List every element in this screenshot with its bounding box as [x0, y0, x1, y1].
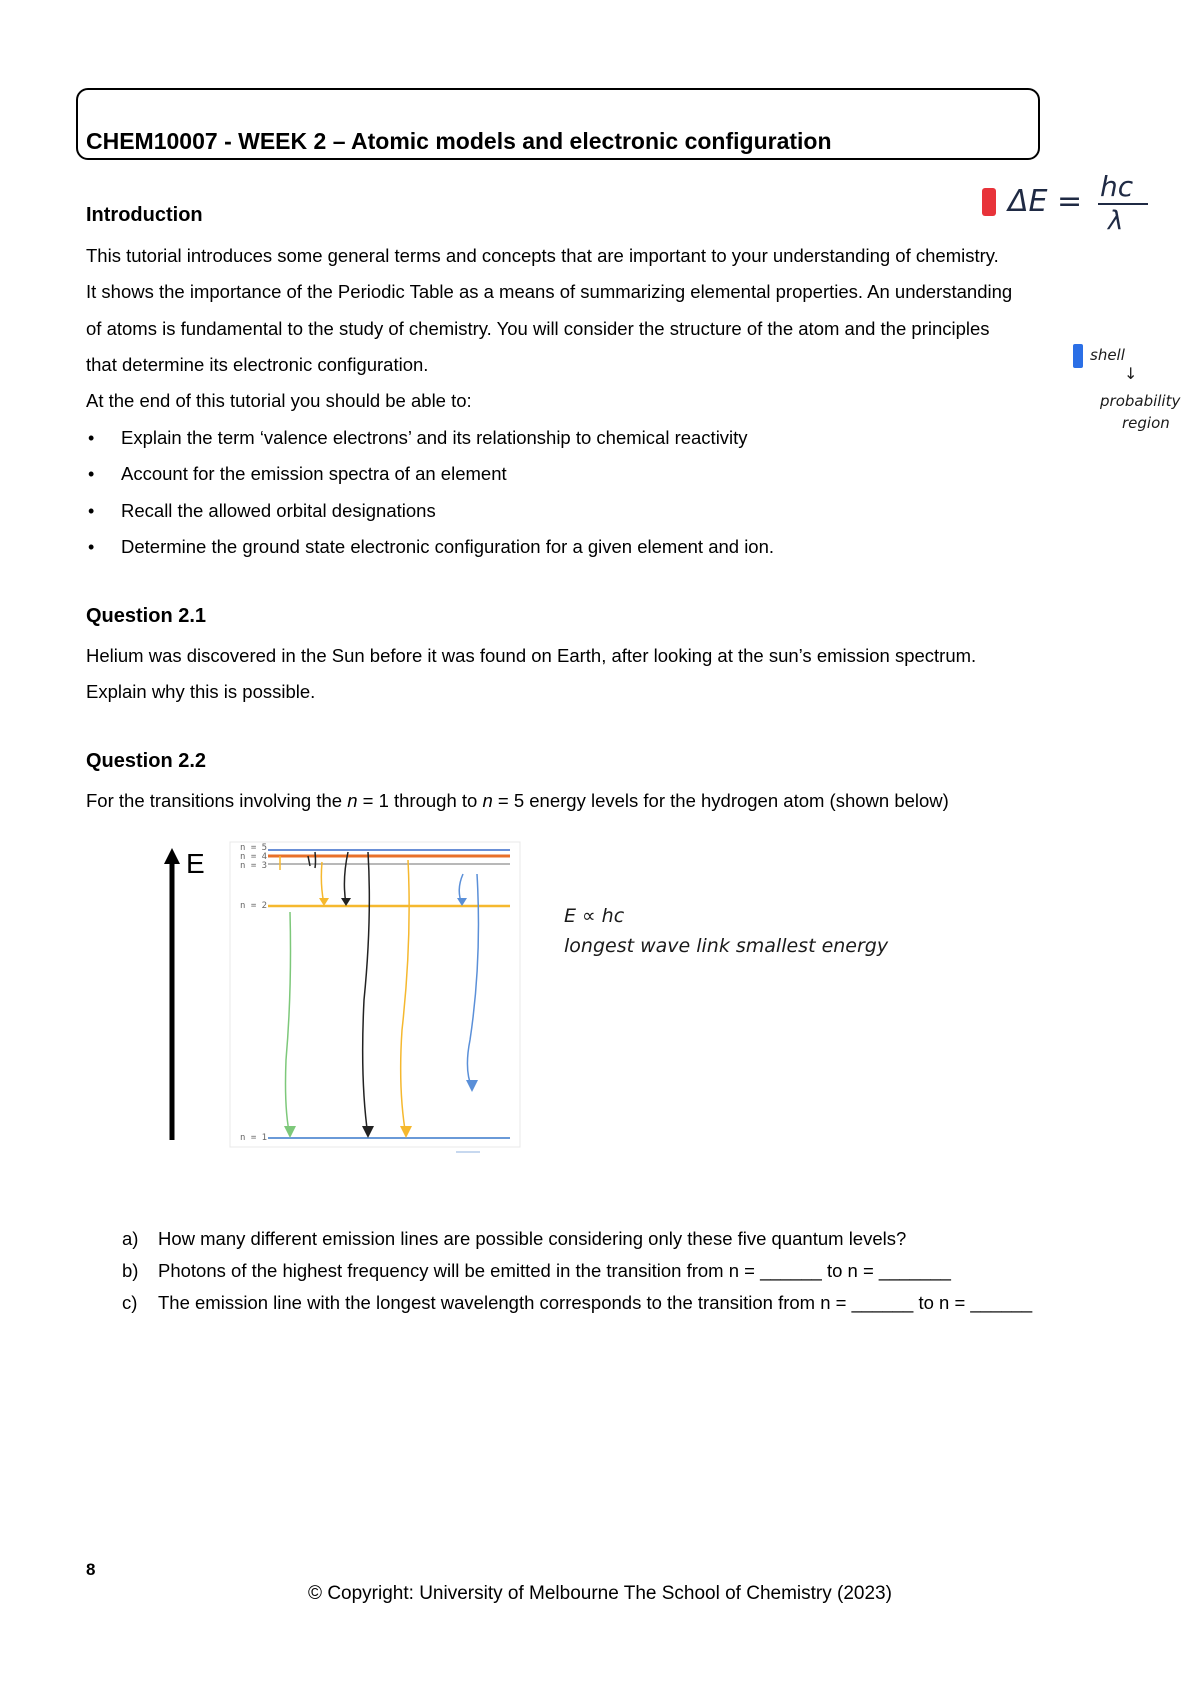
question-item-b: b) Photons of the highest frequency will be emitted in the transition from n = ______ to n = _______	[122, 1260, 951, 1281]
question-line: Explain why this is possible.	[86, 681, 316, 703]
copyright-footer: © Copyright: University of Melbourne The School of Chemistry (2023)	[308, 1583, 892, 1604]
list-item: • Account for the emission spectra of an element	[86, 456, 774, 492]
introduction-text	[86, 238, 1012, 419]
energy-level-svg	[150, 840, 530, 1160]
handwritten-lambda: λ	[1108, 206, 1124, 236]
level-label-n1: n = 1	[240, 1133, 268, 1143]
transition-arrowhead	[466, 1080, 478, 1092]
question-2-1-text	[86, 638, 976, 711]
level-label-n3: n = 3	[240, 861, 268, 871]
page-number: 8	[86, 1560, 96, 1579]
list-item: • Explain the term ‘valence electrons’ and its relationship to chemical reactivity	[86, 420, 774, 456]
question-item-c: c) The emission line with the longest wavelength corresponds to the transition from n = ______ to n = ______	[122, 1292, 1033, 1313]
question-item-a: a) How many different emission lines are possible considering only these five quantum levels?	[122, 1228, 907, 1249]
page-title: CHEM10007 - WEEK 2 – Atomic models and electronic configuration	[86, 128, 832, 154]
question-2-1-heading: Question 2.1	[86, 605, 207, 627]
intro-line: that determine its electronic configuration.	[86, 353, 429, 375]
question-line: Helium was discovered in the Sun before it was found on Earth, after looking at the sun’s emission spectrum.	[86, 645, 977, 666]
question-2-2-heading: Question 2.2	[86, 750, 207, 772]
blue-highlight-mark	[1073, 344, 1083, 368]
intro-line: of atoms is fundamental to the study of chemistry. You will consider the structure of the atom and the principles	[86, 317, 990, 339]
introduction-heading: Introduction	[86, 204, 203, 226]
handwritten-longest-wave: longest wave link smallest energy	[564, 935, 889, 957]
transition-arrow	[344, 852, 348, 904]
handwritten-shell: shell	[1090, 346, 1125, 364]
level-label-n4: n = 4	[240, 852, 268, 862]
energy-level-diagram	[150, 840, 530, 1160]
list-item: • Recall the allowed orbital designations	[86, 493, 774, 529]
transition-arrow	[363, 852, 370, 1136]
transition-arrow	[321, 862, 324, 904]
objectives-list	[86, 420, 774, 565]
question-2-2-intro: For the transitions involving the n = 1 through to n = 5 energy levels for the hydrogen atom (shown below)	[86, 790, 949, 811]
handwritten-probability: probability	[1100, 392, 1181, 410]
list-item: • Determine the ground state electronic configuration for a given element and ion.	[86, 529, 774, 565]
level-label-n2: n = 2	[240, 901, 268, 911]
handwritten-hc: hc	[1100, 170, 1134, 203]
handwritten-region: region	[1122, 414, 1170, 432]
energy-axis-label: E	[186, 848, 205, 879]
fraction-bar	[1098, 203, 1148, 205]
level-label-n5: n = 5	[240, 843, 268, 853]
intro-line: It shows the importance of the Periodic Table as a means of summarizing elemental properties. An understanding	[86, 281, 1013, 303]
transition-arrowhead	[400, 1126, 412, 1138]
energy-axis-arrowhead	[164, 848, 180, 864]
transition-arrowhead	[362, 1126, 374, 1138]
diagram-panel	[230, 842, 520, 1147]
transition-arrow	[286, 912, 291, 1136]
handwritten-proportional: E ∝ hc	[564, 905, 625, 927]
transition-arrow	[401, 860, 409, 1136]
red-highlight-mark	[982, 188, 996, 216]
intro-line: This tutorial introduces some general terms and concepts that are important to your understanding of chemistry.	[86, 245, 999, 266]
down-arrow-icon: ↓	[1124, 364, 1138, 383]
intro-line: At the end of this tutorial you should be able to:	[86, 390, 472, 412]
transition-arrowhead	[284, 1126, 296, 1138]
handwritten-delta-e: ΔE =	[1008, 184, 1083, 219]
transition-arrow	[315, 852, 316, 868]
